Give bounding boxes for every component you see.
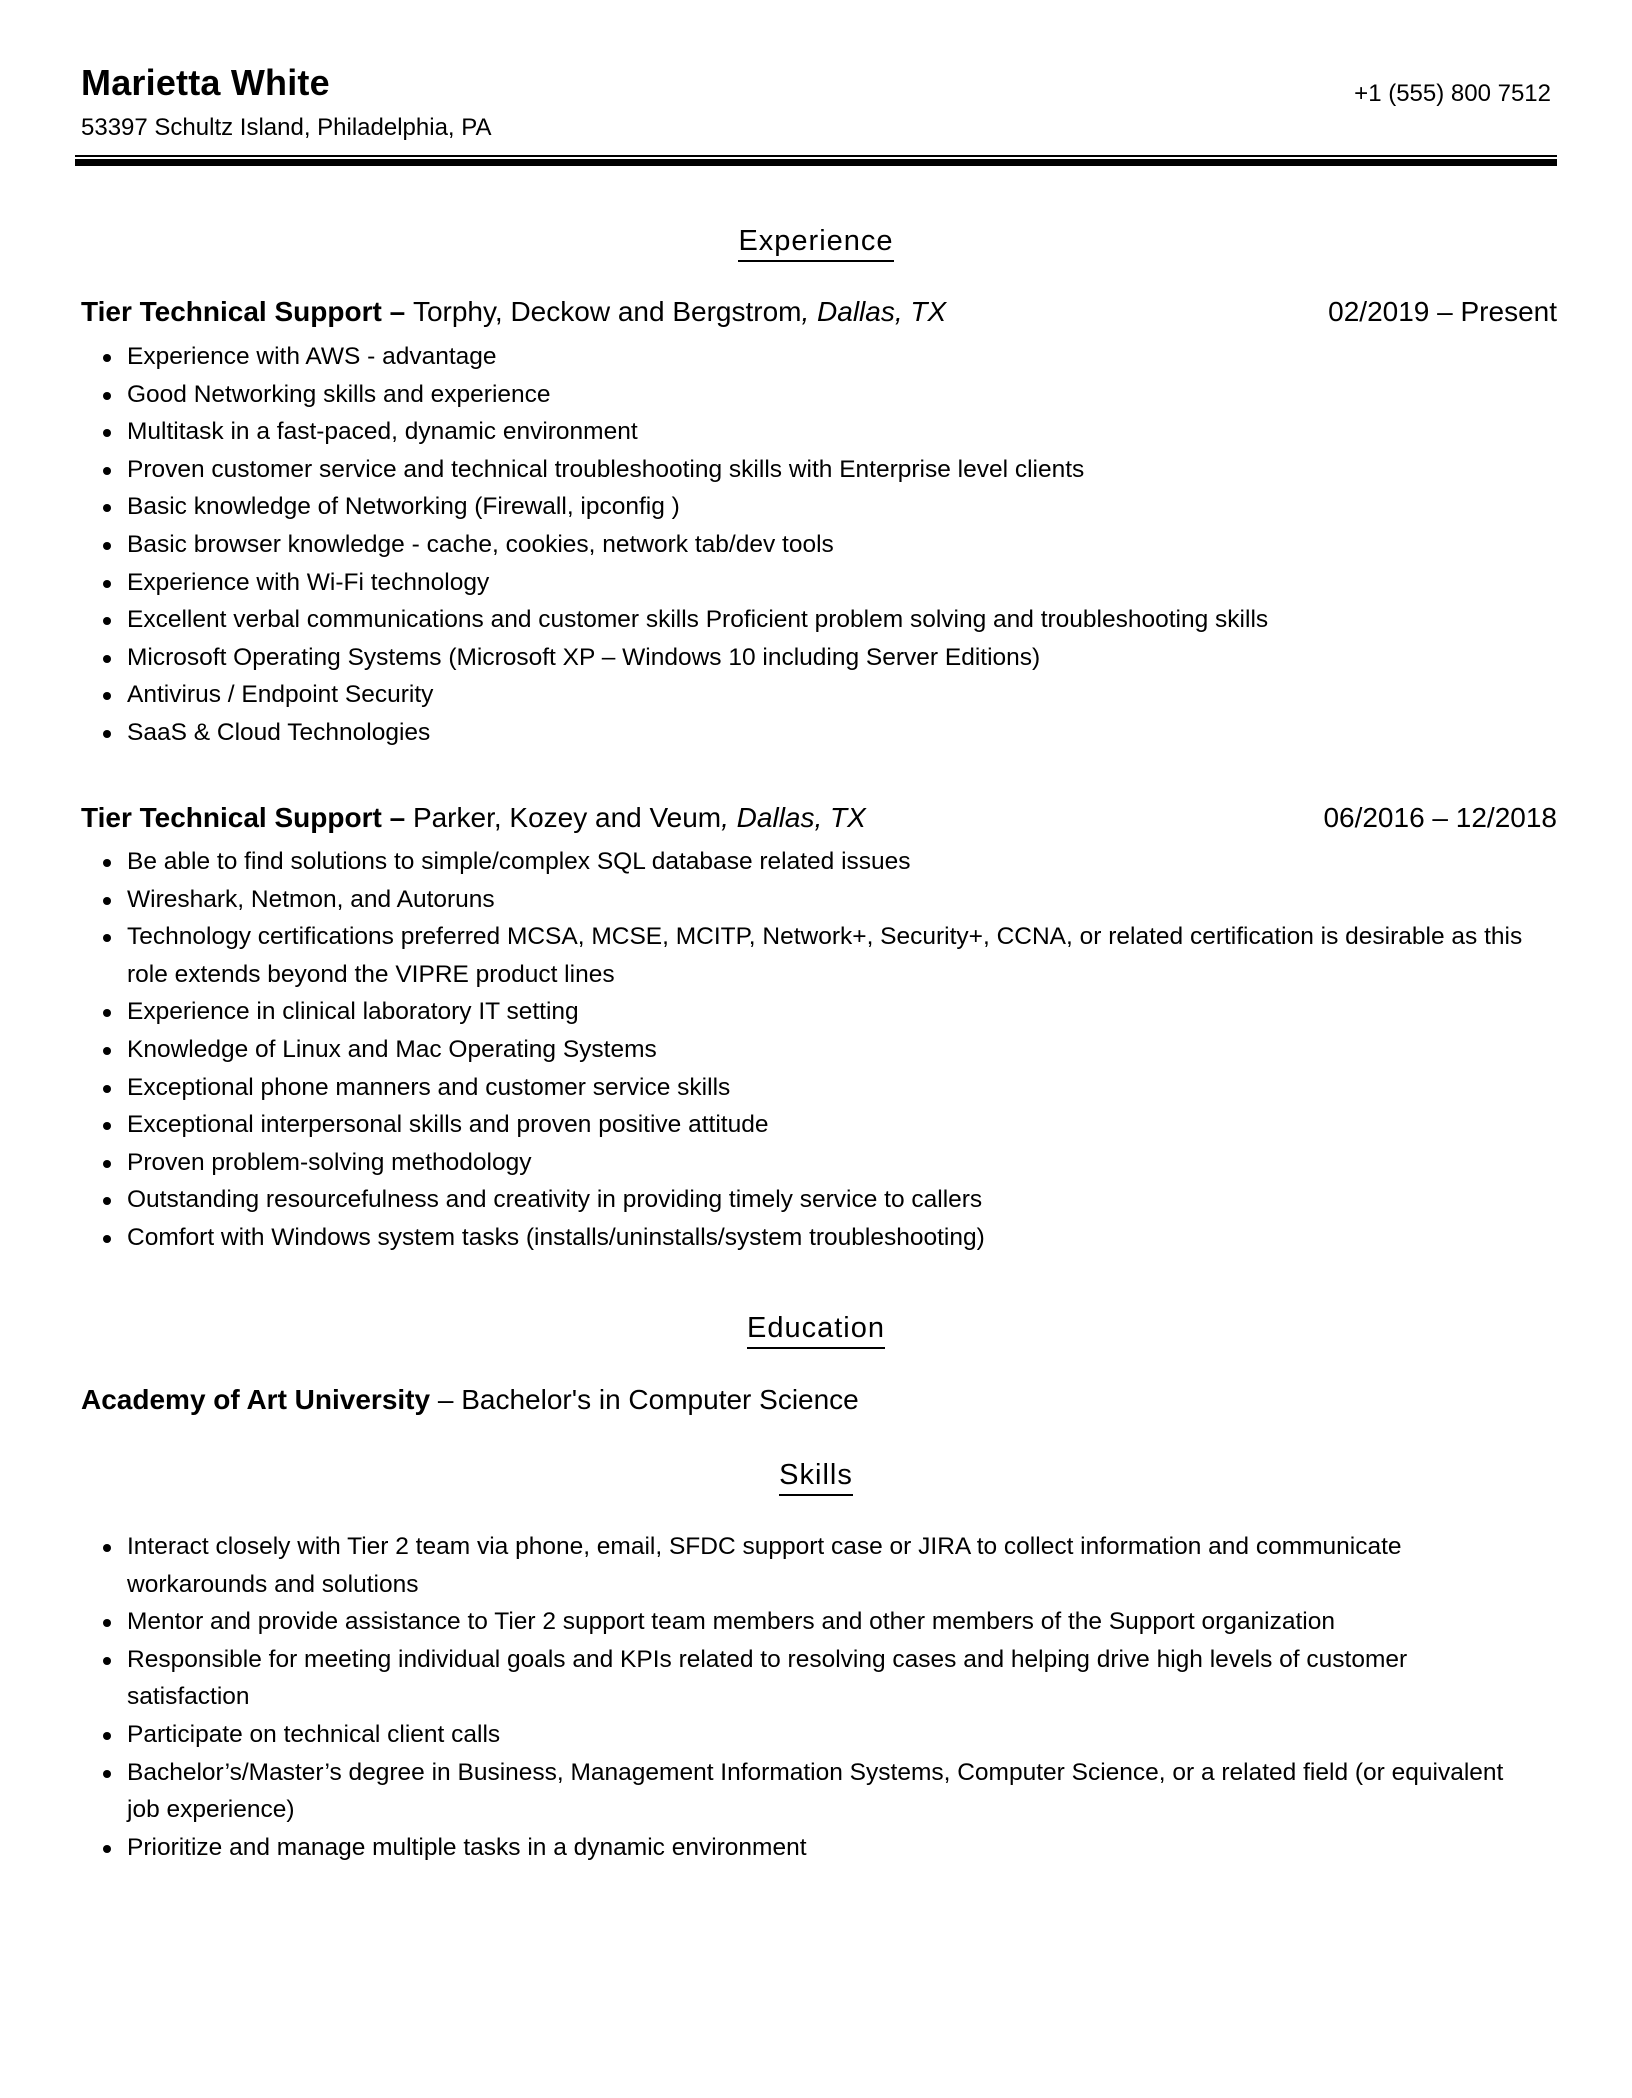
header-divider-thin [75, 155, 1557, 157]
section-heading-label: Experience [738, 224, 893, 262]
candidate-address: 53397 Schultz Island, Philadelphia, PA [81, 114, 492, 141]
list-item: Mentor and provide assistance to Tier 2 support team members and other members of the Support organization [81, 1603, 1521, 1641]
list-item: Good Networking skills and experience [81, 376, 1557, 414]
job-separator: – [381, 802, 413, 833]
job-title: Tier Technical Support [81, 802, 382, 833]
job-company: Torphy, Deckow and Bergstrom [412, 296, 802, 327]
job-header [81, 295, 1557, 329]
education-separator: – [430, 1384, 462, 1415]
list-item: Exceptional interpersonal skills and proven positive attitude [81, 1106, 1557, 1144]
list-item: Experience with Wi-Fi technology [81, 564, 1557, 602]
job-location: , Dallas, TX [721, 802, 866, 833]
list-item: Comfort with Windows system tasks (installs/uninstalls/system troubleshooting) [81, 1219, 1557, 1257]
job-dates: 02/2019 – Present [1328, 296, 1557, 327]
list-item: Bachelor’s/Master’s degree in Business, Management Information Systems, Computer Science, or a related field (or equivalent job experience) [81, 1754, 1521, 1829]
list-item: SaaS & Cloud Technologies [81, 714, 1557, 752]
job-bullets [81, 843, 1557, 1257]
section-heading-experience [0, 224, 1632, 262]
list-item: Participate on technical client calls [81, 1716, 1521, 1754]
section-heading-label: Education [747, 1311, 885, 1349]
education-degree: Bachelor's in Computer Science [461, 1384, 859, 1415]
list-item: Proven problem-solving methodology [81, 1144, 1557, 1182]
list-item: Exceptional phone manners and customer service skills [81, 1069, 1557, 1107]
list-item: Antivirus / Endpoint Security [81, 676, 1557, 714]
list-item: Be able to find solutions to simple/complex SQL database related issues [81, 843, 1557, 881]
job-dates: 06/2016 – 12/2018 [1323, 802, 1557, 833]
list-item: Responsible for meeting individual goals and KPIs related to resolving cases and helping drive high levels of customer satisfaction [81, 1641, 1521, 1716]
list-item: Excellent verbal communications and customer skills Proficient problem solving and troubleshooting skills [81, 601, 1557, 639]
list-item: Basic knowledge of Networking (Firewall, ipconfig ) [81, 488, 1557, 526]
education-school: Academy of Art University [81, 1384, 431, 1415]
list-item: Prioritize and manage multiple tasks in a dynamic environment [81, 1829, 1521, 1867]
section-heading-label: Skills [779, 1458, 853, 1496]
list-item: Knowledge of Linux and Mac Operating Systems [81, 1031, 1557, 1069]
section-heading-skills [0, 1458, 1632, 1496]
job-separator: – [381, 296, 413, 327]
list-item: Technology certifications preferred MCSA, MCSE, MCITP, Network+, Security+, CCNA, or related certification is desirable as this role extends beyond the VIPRE product lines [81, 918, 1557, 993]
list-item: Experience in clinical laboratory IT setting [81, 993, 1557, 1031]
list-item: Outstanding resourcefulness and creativity in providing timely service to callers [81, 1181, 1557, 1219]
job-header [81, 801, 1557, 835]
list-item: Wireshark, Netmon, and Autoruns [81, 881, 1557, 919]
list-item: Experience with AWS - advantage [81, 338, 1557, 376]
job-bullets [81, 338, 1557, 752]
header-divider-thick [75, 159, 1557, 166]
list-item: Interact closely with Tier 2 team via phone, email, SFDC support case or JIRA to collect information and communicate workarounds and solutions [81, 1528, 1521, 1603]
job-company: Parker, Kozey and Veum [412, 802, 722, 833]
list-item: Microsoft Operating Systems (Microsoft XP – Windows 10 including Server Editions) [81, 639, 1557, 677]
education-entry [81, 1383, 859, 1417]
list-item: Basic browser knowledge - cache, cookies, network tab/dev tools [81, 526, 1557, 564]
skills-list [81, 1528, 1521, 1866]
job-location: , Dallas, TX [801, 296, 947, 327]
job-title: Tier Technical Support [81, 296, 382, 327]
candidate-name: Marietta White [81, 62, 330, 103]
list-item: Proven customer service and technical troubleshooting skills with Enterprise level clients [81, 451, 1557, 489]
section-heading-education [0, 1311, 1632, 1349]
candidate-phone: +1 (555) 800 7512 [1354, 80, 1551, 107]
list-item: Multitask in a fast-paced, dynamic environment [81, 413, 1557, 451]
